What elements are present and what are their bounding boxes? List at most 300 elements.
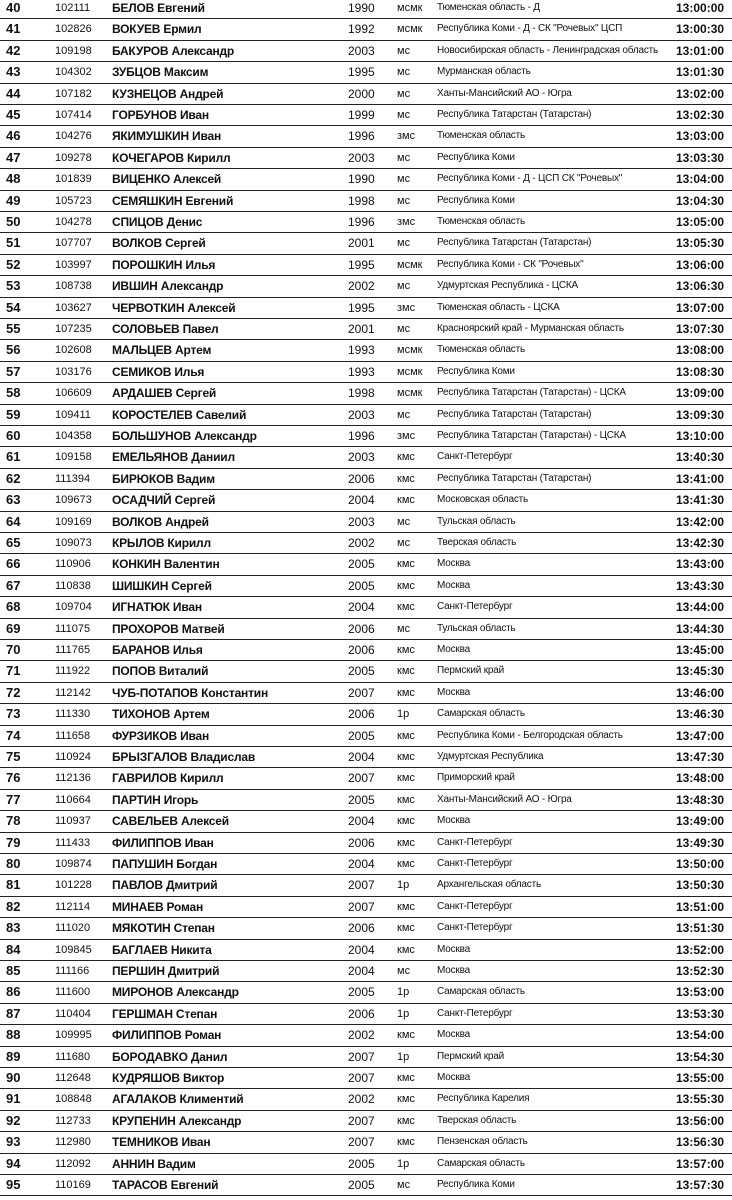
bib-number: 110838 <box>55 579 91 592</box>
sport-rank: мс <box>397 1179 411 1191</box>
start-time: 13:09:00 <box>676 386 725 401</box>
sport-rank: кмс <box>397 836 415 849</box>
bib-number: 110169 <box>55 1179 91 1191</box>
table-row <box>0 169 732 190</box>
bib-number: 111600 <box>55 986 91 999</box>
bib-number: 112114 <box>55 900 91 913</box>
bib-number: 107235 <box>55 323 92 335</box>
row-number: 57 <box>6 363 21 379</box>
sport-rank: кмс <box>397 579 415 592</box>
bib-number: 104278 <box>55 216 92 228</box>
athlete-name: ПЕРШИН Дмитрий <box>112 964 220 978</box>
birth-year: 2000 <box>348 86 375 101</box>
region: Пермский край <box>437 665 504 677</box>
bib-number: 109278 <box>55 151 92 164</box>
birth-year: 2001 <box>348 322 375 336</box>
row-number: 81 <box>6 877 21 893</box>
row-number: 83 <box>6 920 21 936</box>
athlete-name: ПОРОШКИН Илья <box>112 257 216 272</box>
athlete-name: КОРОСТЕЛЕВ Савелий <box>112 407 247 422</box>
bib-number: 110404 <box>55 1007 91 1020</box>
start-time: 13:05:30 <box>676 236 725 251</box>
region: Санкт-Петербург <box>437 858 513 869</box>
birth-year: 2005 <box>348 557 375 572</box>
region: Республика Татарстан (Татарстан) <box>437 408 592 420</box>
bib-number: 102608 <box>55 344 92 357</box>
sport-rank: кмс <box>397 1136 415 1149</box>
table-row <box>0 811 732 832</box>
row-number: 74 <box>6 727 21 743</box>
start-time: 13:41:00 <box>676 471 725 486</box>
birth-year: 2003 <box>348 450 375 465</box>
bib-number: 112980 <box>55 1136 91 1149</box>
region: Тюменская область <box>437 216 525 227</box>
row-number: 43 <box>6 64 21 80</box>
table-row <box>0 1068 732 1089</box>
row-number: 87 <box>6 1005 21 1021</box>
region: Тюменская область <box>437 344 525 356</box>
table-row <box>0 597 732 618</box>
birth-year: 2006 <box>348 707 375 722</box>
bib-number: 102111 <box>55 2 91 14</box>
sport-rank: мс <box>397 194 411 207</box>
sport-rank: мс <box>397 622 411 635</box>
table-row <box>0 362 732 383</box>
athlete-name: БАКУРОВ Александр <box>112 43 235 58</box>
start-time: 13:04:30 <box>676 193 725 208</box>
row-number: 56 <box>6 342 21 358</box>
row-number: 90 <box>6 1070 21 1085</box>
athlete-name: БИРЮКОВ Вадим <box>112 471 215 486</box>
birth-year: 2004 <box>348 600 375 615</box>
birth-year: 1999 <box>348 108 375 122</box>
table-row <box>0 512 732 533</box>
birth-year: 2002 <box>348 1028 375 1043</box>
athlete-name: МЯКОТИН Степан <box>112 921 215 936</box>
table-row <box>0 554 732 575</box>
table-row <box>0 62 732 83</box>
row-number: 41 <box>6 21 21 37</box>
sport-rank: кмс <box>397 793 415 806</box>
athlete-name: МИНАЕВ Роман <box>112 899 204 914</box>
bib-number: 111394 <box>55 472 91 485</box>
row-number: 88 <box>6 1027 21 1043</box>
athlete-name: БОРОДАВКО Данил <box>112 1049 228 1064</box>
region: Москва <box>437 1072 470 1083</box>
row-number: 78 <box>6 813 21 829</box>
sport-rank: кмс <box>397 1072 415 1084</box>
table-row <box>0 982 732 1003</box>
bib-number: 102826 <box>55 23 92 36</box>
bib-number: 112142 <box>55 686 91 699</box>
bib-number: 109845 <box>55 943 92 956</box>
row-number: 67 <box>6 577 21 593</box>
athlete-name: МАЛЬЦЕВ Артем <box>112 343 212 358</box>
table-row <box>0 0 732 19</box>
region: Москва <box>437 579 470 591</box>
sport-rank: кмс <box>397 943 415 956</box>
bib-number: 111075 <box>55 622 91 635</box>
athlete-name: ФИЛИППОВ Иван <box>112 835 214 850</box>
start-time: 13:07:30 <box>676 322 725 336</box>
table-row <box>0 661 732 682</box>
bib-number: 110924 <box>55 751 91 763</box>
row-number: 60 <box>6 428 21 443</box>
athlete-name: БЕЛОВ Евгений <box>112 1 205 15</box>
birth-year: 2002 <box>348 279 375 294</box>
bib-number: 109073 <box>55 537 92 549</box>
table-row <box>0 340 732 361</box>
bib-number: 108738 <box>55 280 92 293</box>
table-row <box>0 447 732 468</box>
row-number: 80 <box>6 856 21 871</box>
region: Республика Коми <box>437 151 515 163</box>
start-time: 13:54:00 <box>676 1028 725 1043</box>
region: Республика Коми <box>437 1179 515 1190</box>
athlete-name: АННИН Вадим <box>112 1156 196 1171</box>
athlete-name: ТЕМНИКОВ Иван <box>112 1135 211 1150</box>
birth-year: 2005 <box>348 1156 375 1171</box>
start-time: 13:09:30 <box>676 407 725 422</box>
row-number: 86 <box>6 984 21 1000</box>
start-time: 13:44:30 <box>676 621 725 636</box>
row-number: 94 <box>6 1155 21 1171</box>
start-time: 13:49:30 <box>676 835 725 850</box>
table-row <box>0 875 732 896</box>
bib-number: 112648 <box>55 1072 91 1084</box>
row-number: 85 <box>6 963 21 978</box>
start-time: 13:07:00 <box>676 300 725 315</box>
sport-rank: кмс <box>397 815 415 828</box>
birth-year: 2003 <box>348 407 375 422</box>
row-number: 77 <box>6 791 21 807</box>
region: Тюменская область <box>437 130 525 142</box>
athlete-name: ФУРЗИКОВ Иван <box>112 728 210 743</box>
bib-number: 104302 <box>55 66 92 79</box>
row-number: 62 <box>6 470 21 486</box>
birth-year: 2007 <box>348 685 375 700</box>
birth-year: 2007 <box>348 1113 375 1128</box>
birth-year: 2001 <box>348 236 375 251</box>
table-row <box>0 105 732 126</box>
athlete-name: СПИЦОВ Денис <box>112 215 203 229</box>
table-row <box>0 768 732 789</box>
table-row <box>0 533 732 554</box>
birth-year: 2005 <box>348 1178 375 1192</box>
table-row <box>0 854 732 875</box>
region: Удмуртская Республика <box>437 751 544 762</box>
start-time: 13:50:30 <box>676 878 725 893</box>
table-row <box>0 276 732 297</box>
sport-rank: мсмк <box>397 2 423 14</box>
region: Самарская область <box>437 1157 525 1169</box>
birth-year: 2004 <box>348 857 375 871</box>
table-row <box>0 255 732 276</box>
start-time: 13:45:00 <box>676 643 725 657</box>
row-number: 40 <box>6 0 21 15</box>
birth-year: 2005 <box>348 792 375 807</box>
table-row <box>0 1025 732 1046</box>
bib-number: 101228 <box>55 879 92 892</box>
bib-number: 109874 <box>55 858 92 870</box>
row-number: 49 <box>6 192 21 208</box>
table-row <box>0 918 732 939</box>
row-number: 92 <box>6 1112 21 1128</box>
sport-rank: кмс <box>397 558 415 571</box>
start-time: 13:03:30 <box>676 150 725 165</box>
bib-number: 103176 <box>55 365 92 378</box>
sport-rank: мс <box>397 280 411 293</box>
bib-number: 108848 <box>55 1093 92 1106</box>
table-row <box>0 1089 732 1110</box>
athlete-name: ЯКИМУШКИН Иван <box>112 129 222 144</box>
bib-number: 111166 <box>55 965 90 977</box>
region: Республика Татарстан (Татарстан) <box>437 237 592 249</box>
start-time: 13:01:00 <box>676 43 725 58</box>
table-row <box>0 84 732 105</box>
start-time: 13:02:30 <box>676 108 725 122</box>
row-number: 70 <box>6 642 21 657</box>
athlete-name: ВОЛКОВ Сергей <box>112 236 206 251</box>
sport-rank: 1р <box>397 708 410 721</box>
region: Пензенская область <box>437 1136 528 1148</box>
sport-rank: кмс <box>397 686 415 699</box>
bib-number: 109169 <box>55 515 92 528</box>
row-number: 53 <box>6 278 21 294</box>
region: Москва <box>437 686 470 698</box>
start-time: 13:46:30 <box>676 707 725 722</box>
sport-rank: мсмк <box>397 344 423 357</box>
bib-number: 111680 <box>55 1050 91 1063</box>
sport-rank: мс <box>397 323 411 335</box>
birth-year: 1990 <box>348 172 375 187</box>
sport-rank: кмс <box>397 665 415 678</box>
start-time: 13:05:00 <box>676 215 725 229</box>
table-row <box>0 383 732 404</box>
bib-number: 111330 <box>55 708 91 721</box>
start-time: 13:43:00 <box>676 557 725 572</box>
region: Ханты-Мансийский АО - Югра <box>437 793 572 805</box>
table-row <box>0 426 732 447</box>
athlete-name: БОЛЬШУНОВ Александр <box>112 429 257 443</box>
start-time: 13:03:00 <box>676 129 725 144</box>
table-row <box>0 704 732 725</box>
sport-rank: кмс <box>397 494 415 507</box>
table-row <box>0 833 732 854</box>
athlete-name: ТАРАСОВ Евгений <box>112 1178 219 1192</box>
start-time: 13:47:30 <box>676 750 725 764</box>
start-time: 13:04:00 <box>676 172 725 187</box>
birth-year: 2006 <box>348 471 375 486</box>
start-time: 13:53:00 <box>676 985 725 1000</box>
athlete-name: ВИЦЕНКО Алексей <box>112 172 222 187</box>
region: Санкт-Петербург <box>437 451 513 463</box>
region: Республика Коми <box>437 194 515 206</box>
row-number: 79 <box>6 834 21 850</box>
region: Санкт-Петербург <box>437 900 513 912</box>
row-number: 45 <box>6 107 21 122</box>
athlete-name: АРДАШЕВ Сергей <box>112 386 217 401</box>
sport-rank: мс <box>397 537 411 549</box>
row-number: 58 <box>6 385 21 401</box>
sport-rank: кмс <box>397 751 415 763</box>
start-time: 13:50:00 <box>676 857 725 871</box>
start-time: 13:46:00 <box>676 685 725 700</box>
birth-year: 1996 <box>348 429 375 443</box>
region: Москва <box>437 965 470 976</box>
table-row <box>0 1132 732 1153</box>
table-row <box>0 897 732 918</box>
athlete-name: КРУПЕНИН Александр <box>112 1113 242 1128</box>
start-time: 13:57:30 <box>676 1178 725 1192</box>
start-time: 13:44:00 <box>676 600 725 615</box>
table-row <box>0 1154 732 1175</box>
bib-number: 109673 <box>55 494 92 507</box>
sport-rank: мс <box>397 408 411 421</box>
row-number: 46 <box>6 128 21 144</box>
bib-number: 109198 <box>55 44 92 57</box>
table-row <box>0 126 732 147</box>
bib-number: 111433 <box>55 836 91 849</box>
sport-rank: мс <box>397 66 411 79</box>
birth-year: 2007 <box>348 771 375 786</box>
sport-rank: мс <box>397 173 411 186</box>
region: Архангельская область <box>437 879 541 891</box>
table-row <box>0 640 732 661</box>
sport-rank: 1р <box>397 879 410 892</box>
start-time: 13:45:30 <box>676 664 725 679</box>
row-number: 76 <box>6 770 21 786</box>
birth-year: 1995 <box>348 257 375 272</box>
bib-number: 111658 <box>55 729 91 742</box>
bib-number: 112136 <box>55 772 91 785</box>
region: Тульская область <box>437 622 516 634</box>
athlete-name: ЕМЕЛЬЯНОВ Даниил <box>112 450 235 465</box>
region: Санкт-Петербург <box>437 1007 513 1019</box>
table-row <box>0 212 732 233</box>
sport-rank: кмс <box>397 858 415 870</box>
region: Ханты-Мансийский АО - Югра <box>437 87 572 99</box>
table-row <box>0 19 732 40</box>
row-number: 52 <box>6 256 21 272</box>
row-number: 72 <box>6 684 21 700</box>
birth-year: 1992 <box>348 22 375 37</box>
start-time: 13:52:00 <box>676 942 725 957</box>
bib-number: 111020 <box>55 922 91 935</box>
table-row <box>0 790 732 811</box>
row-number: 50 <box>6 214 21 229</box>
row-number: 59 <box>6 406 21 422</box>
row-number: 71 <box>6 663 21 679</box>
row-number: 64 <box>6 513 21 529</box>
sport-rank: змс <box>397 216 416 228</box>
table-row <box>0 148 732 169</box>
start-time: 13:42:30 <box>676 536 725 550</box>
sport-rank: 1р <box>397 1157 410 1170</box>
sport-rank: мсмк <box>397 23 423 36</box>
region: Санкт-Петербург <box>437 601 513 613</box>
bib-number: 111765 <box>55 644 91 656</box>
sport-rank: мсмк <box>397 258 423 271</box>
start-time: 13:40:30 <box>676 450 725 465</box>
sport-rank: кмс <box>397 772 415 785</box>
sport-rank: кмс <box>397 922 415 935</box>
athlete-name: ИВШИН Александр <box>112 279 224 294</box>
start-time: 13:00:00 <box>676 1 725 15</box>
birth-year: 2005 <box>348 664 375 679</box>
row-number: 73 <box>6 706 21 722</box>
sport-rank: кмс <box>397 900 415 913</box>
table-row <box>0 1111 732 1132</box>
row-number: 68 <box>6 599 21 615</box>
start-time: 13:54:30 <box>676 1049 725 1064</box>
start-time: 13:08:30 <box>676 364 725 379</box>
table-row <box>0 405 732 426</box>
sport-rank: мсмк <box>397 365 423 378</box>
table-row <box>0 191 732 212</box>
region: Санкт-Петербург <box>437 922 513 934</box>
athlete-name: ПАРТИН Игорь <box>112 792 199 807</box>
table-row <box>0 490 732 511</box>
athlete-name: КУДРЯШОВ Виктор <box>112 1071 225 1085</box>
row-number: 61 <box>6 449 21 465</box>
athlete-name: БАГЛАЕВ Никита <box>112 942 212 957</box>
table-row <box>0 319 732 340</box>
birth-year: 2005 <box>348 578 375 593</box>
start-time: 13:41:30 <box>676 493 725 508</box>
birth-year: 2007 <box>348 899 375 914</box>
region: Республика Татарстан (Татарстан) <box>437 109 592 120</box>
region: Москва <box>437 644 470 655</box>
sport-rank: кмс <box>397 601 415 614</box>
bib-number: 103997 <box>55 258 92 271</box>
region: Республика Карелия <box>437 1093 530 1105</box>
sport-rank: мс <box>397 151 411 164</box>
athlete-name: СОЛОВЬЕВ Павел <box>112 322 219 336</box>
athlete-name: ПОПОВ Виталий <box>112 664 209 679</box>
start-time: 13:06:30 <box>676 279 725 294</box>
table-row <box>0 619 732 640</box>
birth-year: 1993 <box>348 364 375 379</box>
bib-number: 101839 <box>55 173 92 186</box>
row-number: 69 <box>6 620 21 636</box>
region: Мурманская область <box>437 66 531 78</box>
birth-year: 2006 <box>348 921 375 936</box>
region: Москва <box>437 943 470 955</box>
region: Пермский край <box>437 1050 504 1062</box>
row-number: 84 <box>6 941 21 957</box>
row-number: 55 <box>6 321 21 336</box>
bib-number: 109411 <box>55 408 91 421</box>
start-time: 13:57:00 <box>676 1156 725 1171</box>
row-number: 82 <box>6 898 21 914</box>
start-time: 13:51:30 <box>676 921 725 936</box>
birth-year: 2007 <box>348 1049 375 1064</box>
athlete-name: ЧУБ-ПОТАПОВ Константин <box>112 685 268 700</box>
row-number: 66 <box>6 556 21 572</box>
athlete-name: ГАВРИЛОВ Кирилл <box>112 771 224 786</box>
birth-year: 2007 <box>348 878 375 893</box>
table-row <box>0 726 732 747</box>
bib-number: 107414 <box>55 109 92 121</box>
sport-rank: мсмк <box>397 387 423 400</box>
athlete-name: КОНКИН Валентин <box>112 557 220 572</box>
bib-number: 110664 <box>55 793 91 806</box>
sport-rank: кмс <box>397 1029 415 1042</box>
athlete-name: ГОРБУНОВ Иван <box>112 108 209 122</box>
start-time: 13:51:00 <box>676 899 725 914</box>
athlete-name: КОЧЕГАРОВ Кирилл <box>112 150 231 165</box>
